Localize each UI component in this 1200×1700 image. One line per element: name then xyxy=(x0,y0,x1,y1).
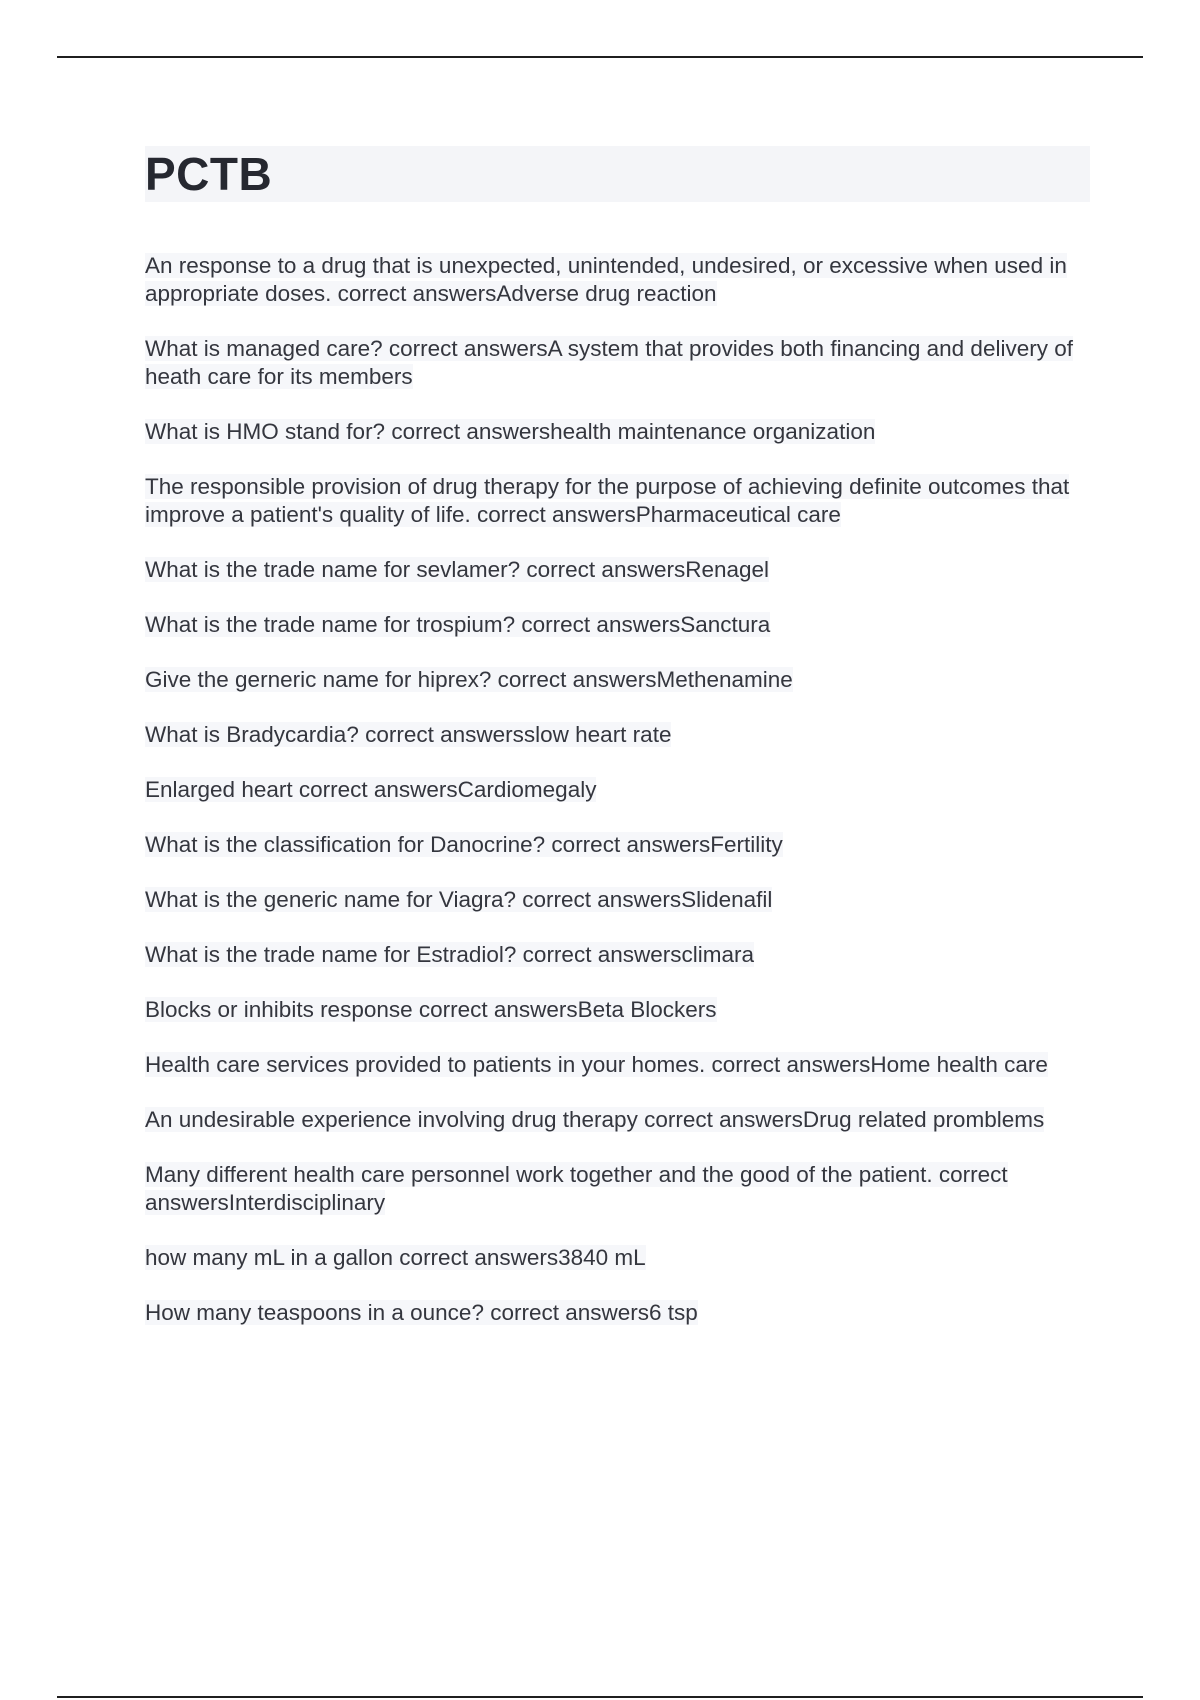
qa-text: An undesirable experience involving drug therapy correct answersDrug related promblems xyxy=(145,1107,1045,1132)
qa-item xyxy=(145,1161,1090,1217)
qa-text: how many mL in a gallon correct answers3840 mL xyxy=(145,1245,646,1270)
qa-text: Give the gerneric name for hiprex? correct answersMethenamine xyxy=(145,667,793,692)
qa-text: Health care services provided to patients in your homes. correct answersHome health care xyxy=(145,1052,1048,1077)
qa-item xyxy=(145,886,1090,914)
qa-text: How many teaspoons in a ounce? correct answers6 tsp xyxy=(145,1300,698,1325)
qa-text: Enlarged heart correct answersCardiomegaly xyxy=(145,777,597,802)
qa-item xyxy=(145,556,1090,584)
qa-item xyxy=(145,721,1090,749)
qa-text: What is the generic name for Viagra? correct answersSlidenafil xyxy=(145,887,773,912)
qa-text: The responsible provision of drug therapy for the purpose of achieving definite outcomes that improve a patient's quality of life. correct answersPharmaceutical care xyxy=(145,474,1070,527)
qa-item xyxy=(145,666,1090,694)
qa-item xyxy=(145,1244,1090,1272)
qa-item xyxy=(145,1051,1090,1079)
bottom-divider xyxy=(57,1696,1143,1698)
qa-item xyxy=(145,335,1090,391)
document-body xyxy=(145,146,1090,1354)
title-bar xyxy=(145,146,1090,202)
qa-text: What is the trade name for trospium? correct answersSanctura xyxy=(145,612,771,637)
qa-text: What is HMO stand for? correct answershealth maintenance organization xyxy=(145,419,876,444)
qa-list xyxy=(145,252,1090,1327)
top-divider xyxy=(57,56,1143,58)
page-title: PCTB xyxy=(145,148,273,200)
qa-item xyxy=(145,996,1090,1024)
qa-text: What is Bradycardia? correct answersslow heart rate xyxy=(145,722,672,747)
qa-text: What is the classification for Danocrine? correct answersFertility xyxy=(145,832,783,857)
qa-item xyxy=(145,941,1090,969)
qa-text: Blocks or inhibits response correct answersBeta Blockers xyxy=(145,997,717,1022)
qa-text: What is the trade name for Estradiol? correct answersclimara xyxy=(145,942,754,967)
qa-text: An response to a drug that is unexpected, unintended, undesired, or excessive when used in appropriate doses. correct answersAdverse drug reaction xyxy=(145,253,1067,306)
qa-text: What is managed care? correct answersA system that provides both financing and delivery of heath care for its members xyxy=(145,336,1073,389)
qa-item xyxy=(145,831,1090,859)
qa-item xyxy=(145,776,1090,804)
qa-text: What is the trade name for sevlamer? correct answersRenagel xyxy=(145,557,770,582)
qa-item xyxy=(145,473,1090,529)
qa-item xyxy=(145,1106,1090,1134)
qa-text: Many different health care personnel work together and the good of the patient. correct answersInterdisciplinary xyxy=(145,1162,1008,1215)
qa-item xyxy=(145,1299,1090,1327)
qa-item xyxy=(145,418,1090,446)
qa-item xyxy=(145,252,1090,308)
qa-item xyxy=(145,611,1090,639)
